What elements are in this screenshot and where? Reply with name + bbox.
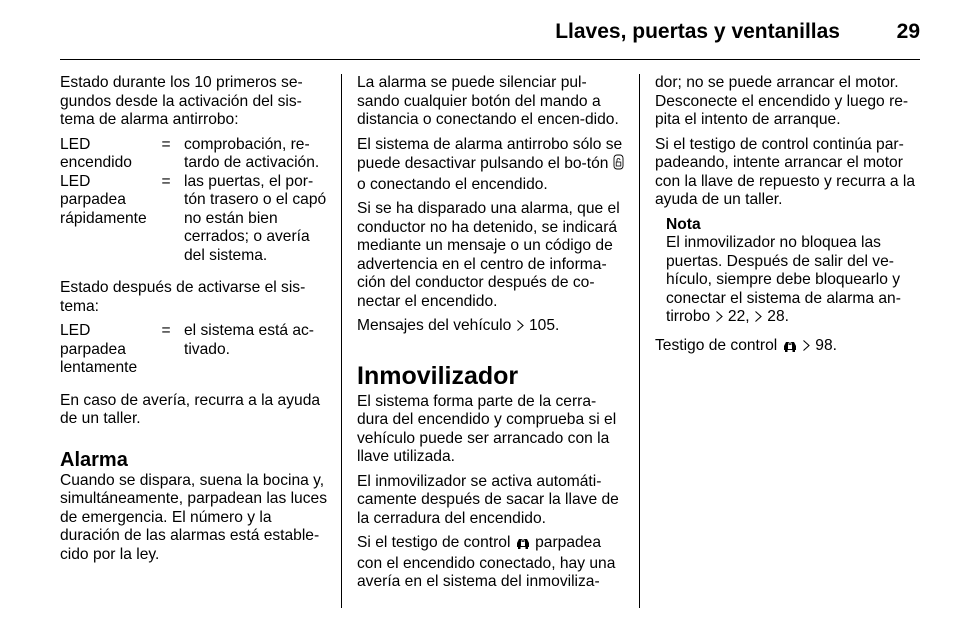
column-divider [639,74,640,608]
definition-term: LED encendido [60,135,132,171]
text: parpadea con el encendido conectado, hay una avería en el sistema del inmoviliza- [357,534,616,590]
text: 105. [528,317,560,334]
paragraph: El inmovilizador se activa automáti-camente después de sacar la llave de la cerradura del encendido. [357,472,619,527]
arrow-reference-icon [802,339,811,358]
paragraph: La alarma se puede silenciar pul-sando cualquier botón del mando a distancia o conectando el encen-dido. [357,74,619,128]
definition-list [60,136,328,266]
definition-equals: = [161,135,171,153]
immobilizer-warning-icon [515,536,531,555]
unlock-button-icon [613,154,624,176]
column-divider [341,74,342,608]
paragraph: Estado después de activarse el sis-tema: [60,279,306,315]
paragraph [357,534,625,592]
text: 22, [727,308,750,325]
arrow-reference-icon [754,310,763,329]
paragraph: Estado durante los 10 primeros se-gundos desde la activación del sis-tema de alarma antirrobo: [60,74,303,128]
definition-term: LED parpadea rápidamente [60,172,147,227]
definition-equals: = [161,322,171,339]
note-box [666,216,923,329]
arrow-reference-icon [715,310,724,329]
header-rule [60,59,920,60]
paragraph: Cuando se dispara, suena la bocina y, simultáneamente, parpadean las luces de emergencia. El número y la duración de las alarmas está estable-cido por la ley. [60,471,327,563]
text: Si el testigo de control [357,534,511,551]
definition-desc: comprobación, re-tardo de activación. [184,135,320,171]
text: 98. [815,336,837,354]
definition-row [60,173,328,266]
note-text [666,234,923,329]
definition-row [60,136,328,173]
definition-desc: el sistema está ac-tivado. [184,322,314,358]
paragraph: Si se ha disparado una alarma, que el conductor no ha detenido, se indicará mediante un mensaje o un código de advertencia en el centro de informa-ción del conductor después de co-nectar el encendido. [357,200,620,310]
text: o conectando el encendido. [357,175,548,193]
page-header [0,0,960,60]
immobilizer-heading: Inmovilizador [357,361,519,390]
definition-desc: las puertas, el por-tón trasero o el capó no están bien cerrados; o avería del sistema. [184,172,327,264]
column-3 [655,74,923,363]
definition-equals: = [161,172,171,190]
text: El sistema de alarma antirrobo sólo se puede desactivar pulsando el bo-tón [357,135,623,172]
column-2 [357,74,625,598]
paragraph: dor; no se puede arrancar el motor. Desconecte el encendido y luego re-pita el intento de arranque. [655,74,909,128]
text: 28. [767,308,789,325]
definition-list [60,322,328,378]
paragraph: El sistema forma parte de la cerra-dura del encendido y comprueba si el vehículo puede ser arrancado con la llave utilizada. [357,392,617,465]
definition-row [60,322,328,378]
paragraph: En caso de avería, recurra a la ayuda de un taller. [60,391,321,427]
text: Mensajes del vehículo [357,317,512,334]
paragraph [357,317,625,338]
paragraph [655,337,923,358]
arrow-reference-icon [516,319,525,338]
note-title: Nota [666,215,701,233]
text: El inmovilizador no bloquea las puertas. Después de salir del ve-hículo, siempre debe bloquearlo y conectar el sistema de alarma an-tirrobo [666,234,901,325]
text: Testigo de control [655,336,778,354]
section-title: Llaves, puertas y ventanillas [555,20,840,43]
paragraph: Si el testigo de control continúa par-padeando, intente arrancar el motor con la llave de repuesto y recurra a la ayuda de un taller. [655,135,916,208]
paragraph [357,136,625,195]
immobilizer-warning-icon [782,339,798,358]
definition-term: LED parpadea lentamente [60,322,138,376]
alarm-heading: Alarma [60,448,128,471]
page-number: 29 [896,20,920,43]
column-1 [60,74,328,570]
